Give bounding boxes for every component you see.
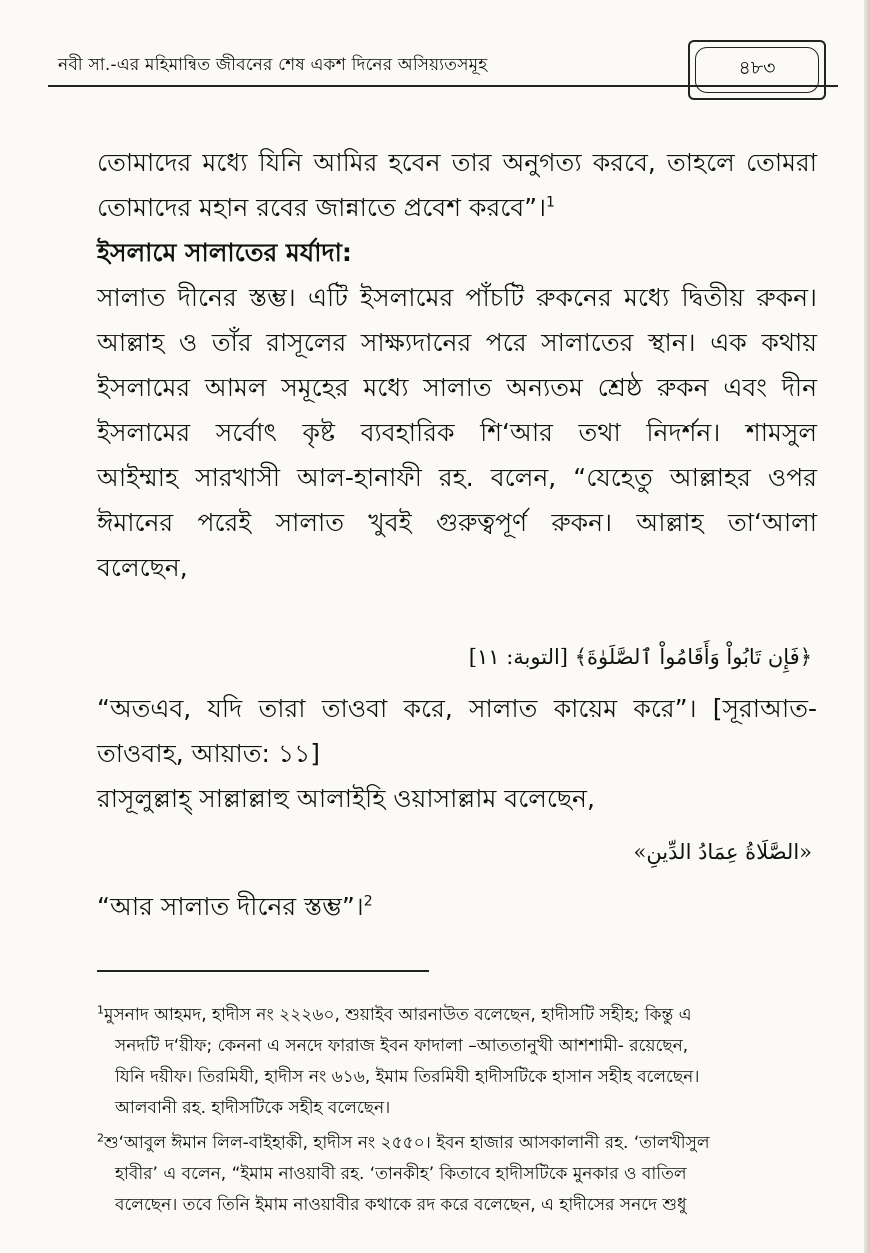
header-divider [48,85,838,87]
footnote-1-line-1 [97,1000,821,1031]
para-line-5: আইম্মাহ সারখাসী আল-হানাফী রহ. বলেন, “যেহেতু আল্লাহর ওপর [97,463,817,492]
para-line-2: আল্লাহ ও তাঁর রাসূলের সাক্ষ্যদানের পরে সালাতের স্থান। এক কথায় [97,328,817,357]
running-header-title: নবী সা.-এর মহিমান্বিত জীবনের শেষ একশ দিনের অসিয়্যতসমূহ [58,55,488,75]
body-line-2-text: তোমাদের মহান রবের জান্নাতে প্রবেশ করবে”। [97,193,547,222]
hadith-arabic: «الصَّلَاةُ عِمَادُ الدِّينِ» [633,840,812,864]
translation-line-1: “অতএব, যদি তারা তাওবা করে, সালাত কায়েম করে”। [সূরাআত- [97,694,817,723]
para-line-3: ইসলামের আমল সমূহের মধ্যে সালাত অন্যতম শ্রেষ্ঠ রুকন এবং দীন [97,373,817,402]
footnote-2-line-2: হাবীর’ এ বলেন, “ইমাম নাওয়াবী রহ. ‘তানকীহ’ কিতাবে হাদীসটিকে মুনকার ও বাতিল [115,1164,687,1184]
footnote-1-line-4: আলবানী রহ. হাদীসটিকে সহীহ বলেছেন। [115,1098,391,1118]
translation-line-2: তাওবাহ, আয়াত: ১১] [97,739,321,768]
body-line-2 [97,185,817,230]
footnote-1-line-3: যিনি দয়ীফ। তিরমিযী, হাদীস নং ৬১৬, ইমাম তিরমিযী হাদীসটিকে হাসান সহীহ বলেছেন। [115,1067,700,1087]
footnote-divider [97,970,429,972]
page-number: ৪৮৩ [738,57,776,79]
footnote-2-number: 2 [97,1131,104,1145]
footnote-2-line-1 [97,1128,821,1159]
body-block-bottom [97,884,817,929]
para-line-4: ইসলামের সর্বোৎ কৃষ্ট ব্যবহারিক শি‘আর তথা নিদর্শন। শামসুল [97,418,817,447]
page-number-box [688,40,826,100]
footnote-1 [97,1000,821,1124]
footnote-ref-2[interactable]: 2 [363,893,373,910]
closing-text: “আর সালাত দীনের স্তম্ভ”। [97,892,364,921]
closing-line [97,884,817,929]
footnote-1-number: 1 [97,1003,104,1017]
footnote-1-line-2: সনদটি দ‘য়ীফ; কেননা এ সনদে ফারাজ ইবন ফাদালা –আততানুখী আশশামী- রয়েছেন, [115,1036,689,1056]
page-edge-shadow [864,0,870,1253]
footnote-ref-1[interactable]: 1 [546,194,555,211]
hadith-intro: রাসূলুল্লাহ্ সাল্লাল্লাহু আলাইহি ওয়াসাল্লাম বলেছেন, [97,784,595,813]
footnote-1-line-1-text: মুসনাদ আহমদ, হাদীস নং ২২২৬০, শুয়াইব আরনাউত বলেছেন, হাদীসটি সহীহ; কিন্তু এ [104,1005,692,1025]
footnote-2-line-3: বলেছেন। তবে তিনি ইমাম নাওয়াবীর কথাকে রদ করে বলেছেন, এ হাদীসের সনদে শুধু [115,1195,687,1215]
body-line-1: তোমাদের মধ্যে যিনি আমির হবেন তার অনুগত্য করবে, তাহলে তোমরা [97,148,817,177]
para-line-7: বলেছেন, [97,553,188,582]
quran-verse: ﴿فَإِن تَابُواْ وَأَقَامُواْ ٱلصَّلَوٰةَ﴾ [التوبة: ١١] [468,645,812,669]
body-block-top [97,140,817,590]
para-line-6: ঈমানের পরেই সালাত খুবই গুরুত্বপূর্ণ রুকন। আল্লাহ তা‘আলা [97,508,817,537]
section-heading: ইসলামে সালাতের মর্যাদা: [97,238,352,267]
para-line-1: সালাত দীনের স্তম্ভ। এটি ইসলামের পাঁচটি রুকনের মধ্যে দ্বিতীয় রুকন। [97,283,817,312]
footnote-2 [97,1128,821,1221]
body-block-middle [97,686,817,821]
footnote-2-line-1-text: শু‘আবুল ঈমান লিল-বাইহাকী, হাদীস নং ২৫৫০। ইবন হাজার আসকালানী রহ. ‘তালখীসুল [104,1133,710,1153]
